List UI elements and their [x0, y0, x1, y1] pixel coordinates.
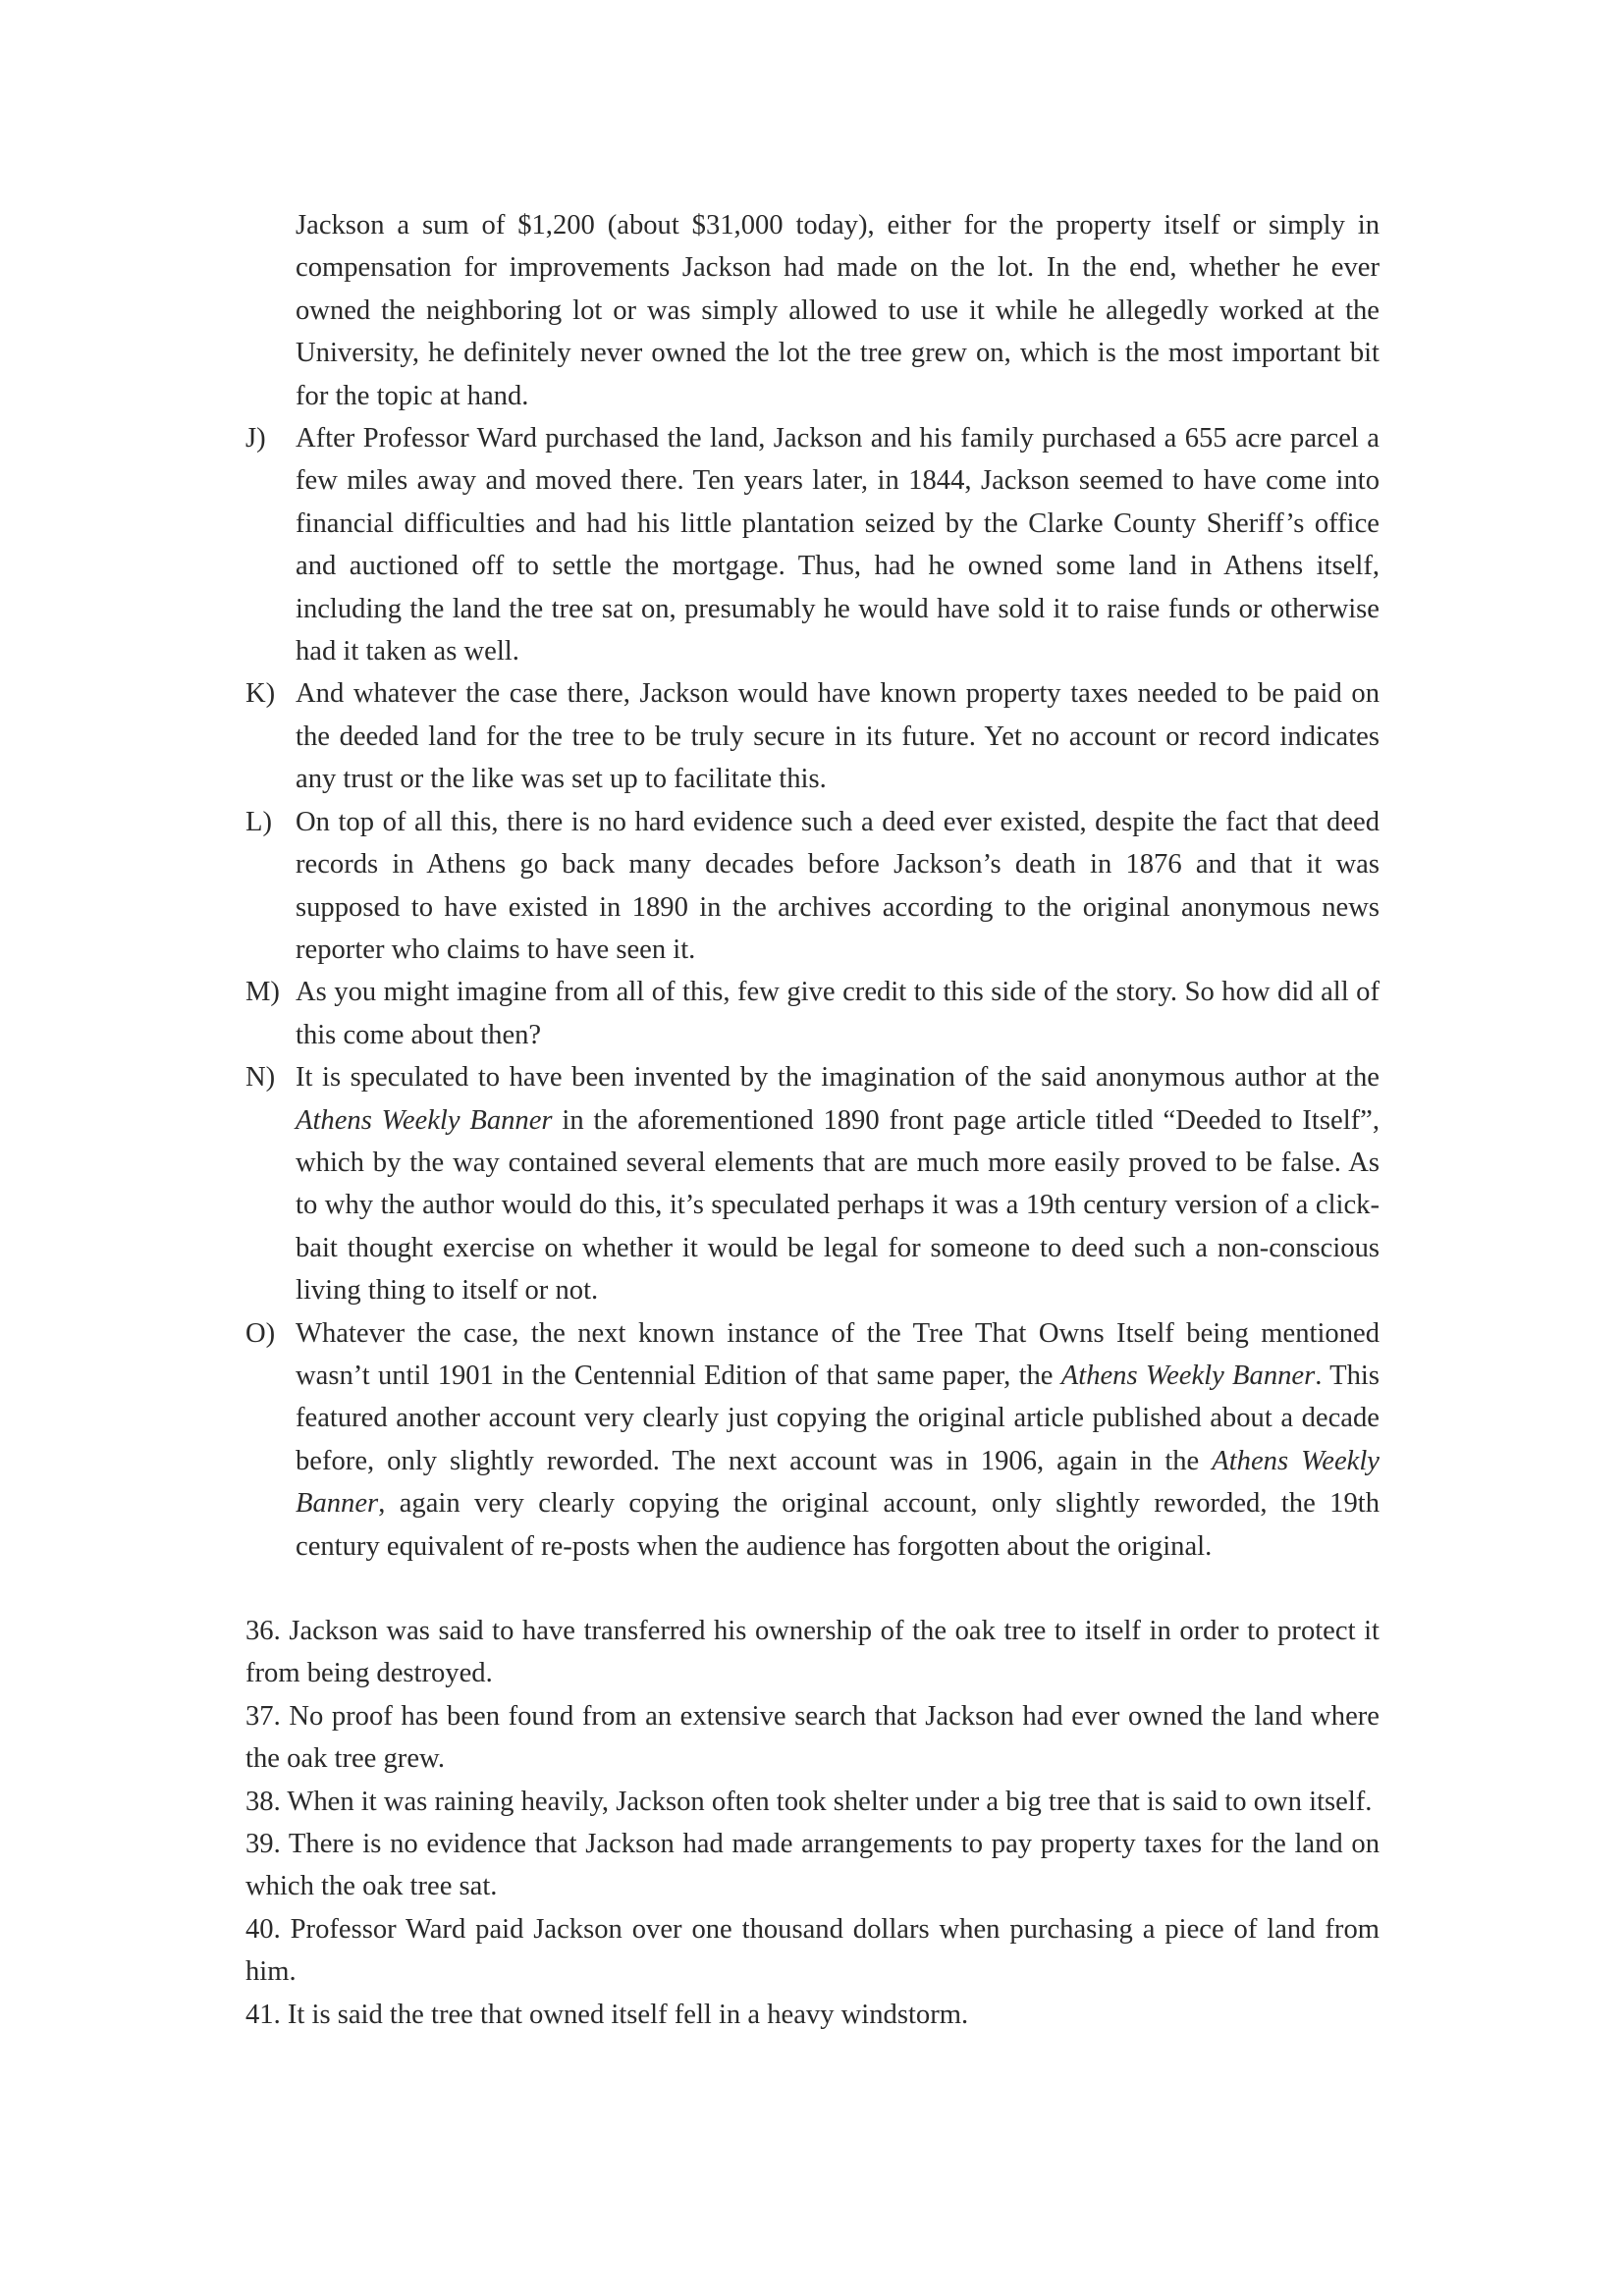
- paragraph-text-part: Whatever the case, the next known instance of the Tree That Owns Itself being mentioned wasn’t until 1901 in the Centennial Edition of that same paper, the: [296, 1317, 1380, 1391]
- passage-paragraph-o: [245, 1312, 1380, 1568]
- paragraph-text: [296, 1318, 1380, 1562]
- passage-paragraph-continuation: [245, 204, 1380, 417]
- paragraph-text-part: in the aforementioned 1890 front page article titled “Deeded to Itself”, which by the way contained several elements that are much more easily proved to be false. As to why the author would do this, it’s speculated perhaps it was a 19th century version of a click-bait thought exercise on whether it would be legal for someone to deed such a non-conscious living thing to itself or not.: [296, 1104, 1380, 1307]
- paragraph-letter: K): [245, 678, 276, 710]
- passage-paragraph-m: [245, 971, 1380, 1056]
- paragraph-text: As you might imagine from all of this, few give credit to this side of the story. So how did all of this come about then?: [296, 977, 1380, 1050]
- newspaper-title: Athens Weekly Banner: [1060, 1360, 1316, 1391]
- question-item: 38. When it was raining heavily, Jackson often took shelter under a big tree that is said to own itself.: [245, 1786, 1373, 1817]
- paragraph-letter: O): [245, 1317, 276, 1349]
- question-item: 40. Professor Ward paid Jackson over one thousand dollars when purchasing a piece of land from him.: [245, 1913, 1380, 1988]
- document-page: [245, 204, 1380, 2036]
- question-item: 41. It is said the tree that owned itself fell in a heavy windstorm.: [245, 1999, 969, 2030]
- question-item: 39. There is no evidence that Jackson had made arrangements to pay property taxes for the land on which the oak tree sat.: [245, 1829, 1380, 1902]
- paragraph-text-part: It is speculated to have been invented by the imagination of the said anonymous author at the: [296, 1062, 1380, 1094]
- paragraph-letter: M): [245, 977, 280, 1008]
- paragraph-text: Jackson a sum of $1,200 (about $31,000 today), either for the property itself or simply in compensation for improvements Jackson had made on the lot. In the end, whether he ever owned the neighboring lot or was simply allowed to use it while he allegedly worked at the University, he definitely never owned the lot the tree grew on, which is the most important bit for the topic at hand.: [296, 210, 1380, 411]
- passage-paragraph-k: [245, 672, 1380, 800]
- paragraph-text: [296, 1062, 1380, 1306]
- passage-paragraph-j: [245, 417, 1380, 672]
- question-item: 36. Jackson was said to have transferred his ownership of the oak tree to itself in order to protect it from being destroyed.: [245, 1616, 1380, 1689]
- passage-paragraph-l: [245, 801, 1380, 972]
- paragraph-letter: N): [245, 1062, 276, 1094]
- newspaper-title: Athens Weekly Banner: [296, 1104, 553, 1136]
- paragraph-text-part: . This featured another account very clearly just copying the original article published about a decade before, only slightly reworded. The next account was in 1906, again in the: [296, 1360, 1380, 1476]
- paragraph-letter: L): [245, 806, 272, 837]
- passage-paragraph-n: [245, 1056, 1380, 1311]
- paragraph-text-part: , again very clearly copying the original account, only slightly reworded, the 19th century equivalent of re-posts when the audience has forgotten about the original.: [296, 1488, 1380, 1562]
- question-item: 37. No proof has been found from an extensive search that Jackson had ever owned the land where the oak tree grew.: [245, 1700, 1380, 1775]
- question-list: [245, 1610, 1380, 2036]
- paragraph-text: On top of all this, there is no hard evidence such a deed ever existed, despite the fact that deed records in Athens go back many decades before Jackson’s death in 1876 and that it was supposed to have existed in 1890 in the archives according to the original anonymous news reporter who claims to have seen it.: [296, 806, 1380, 965]
- paragraph-letter: J): [245, 423, 266, 454]
- paragraph-text: After Professor Ward purchased the land, Jackson and his family purchased a 655 acre parcel a few miles away and moved there. Ten years later, in 1844, Jackson seemed to have come into financial difficulties and had his little plantation seized by the Clarke County Sheriff’s office and auctioned off to settle the mortgage. Thus, had he owned some land in Athens itself, including the land the tree sat on, presumably he would have sold it to raise funds or otherwise had it taken as well.: [296, 423, 1380, 667]
- newspaper-title: Athens Weekly Banner: [296, 1445, 1380, 1520]
- paragraph-text: And whatever the case there, Jackson would have known property taxes needed to be paid on the deeded land for the tree to be truly secure in its future. Yet no account or record indicates any trust or the like was set up to facilitate this.: [296, 678, 1380, 795]
- passage: [245, 204, 1380, 1568]
